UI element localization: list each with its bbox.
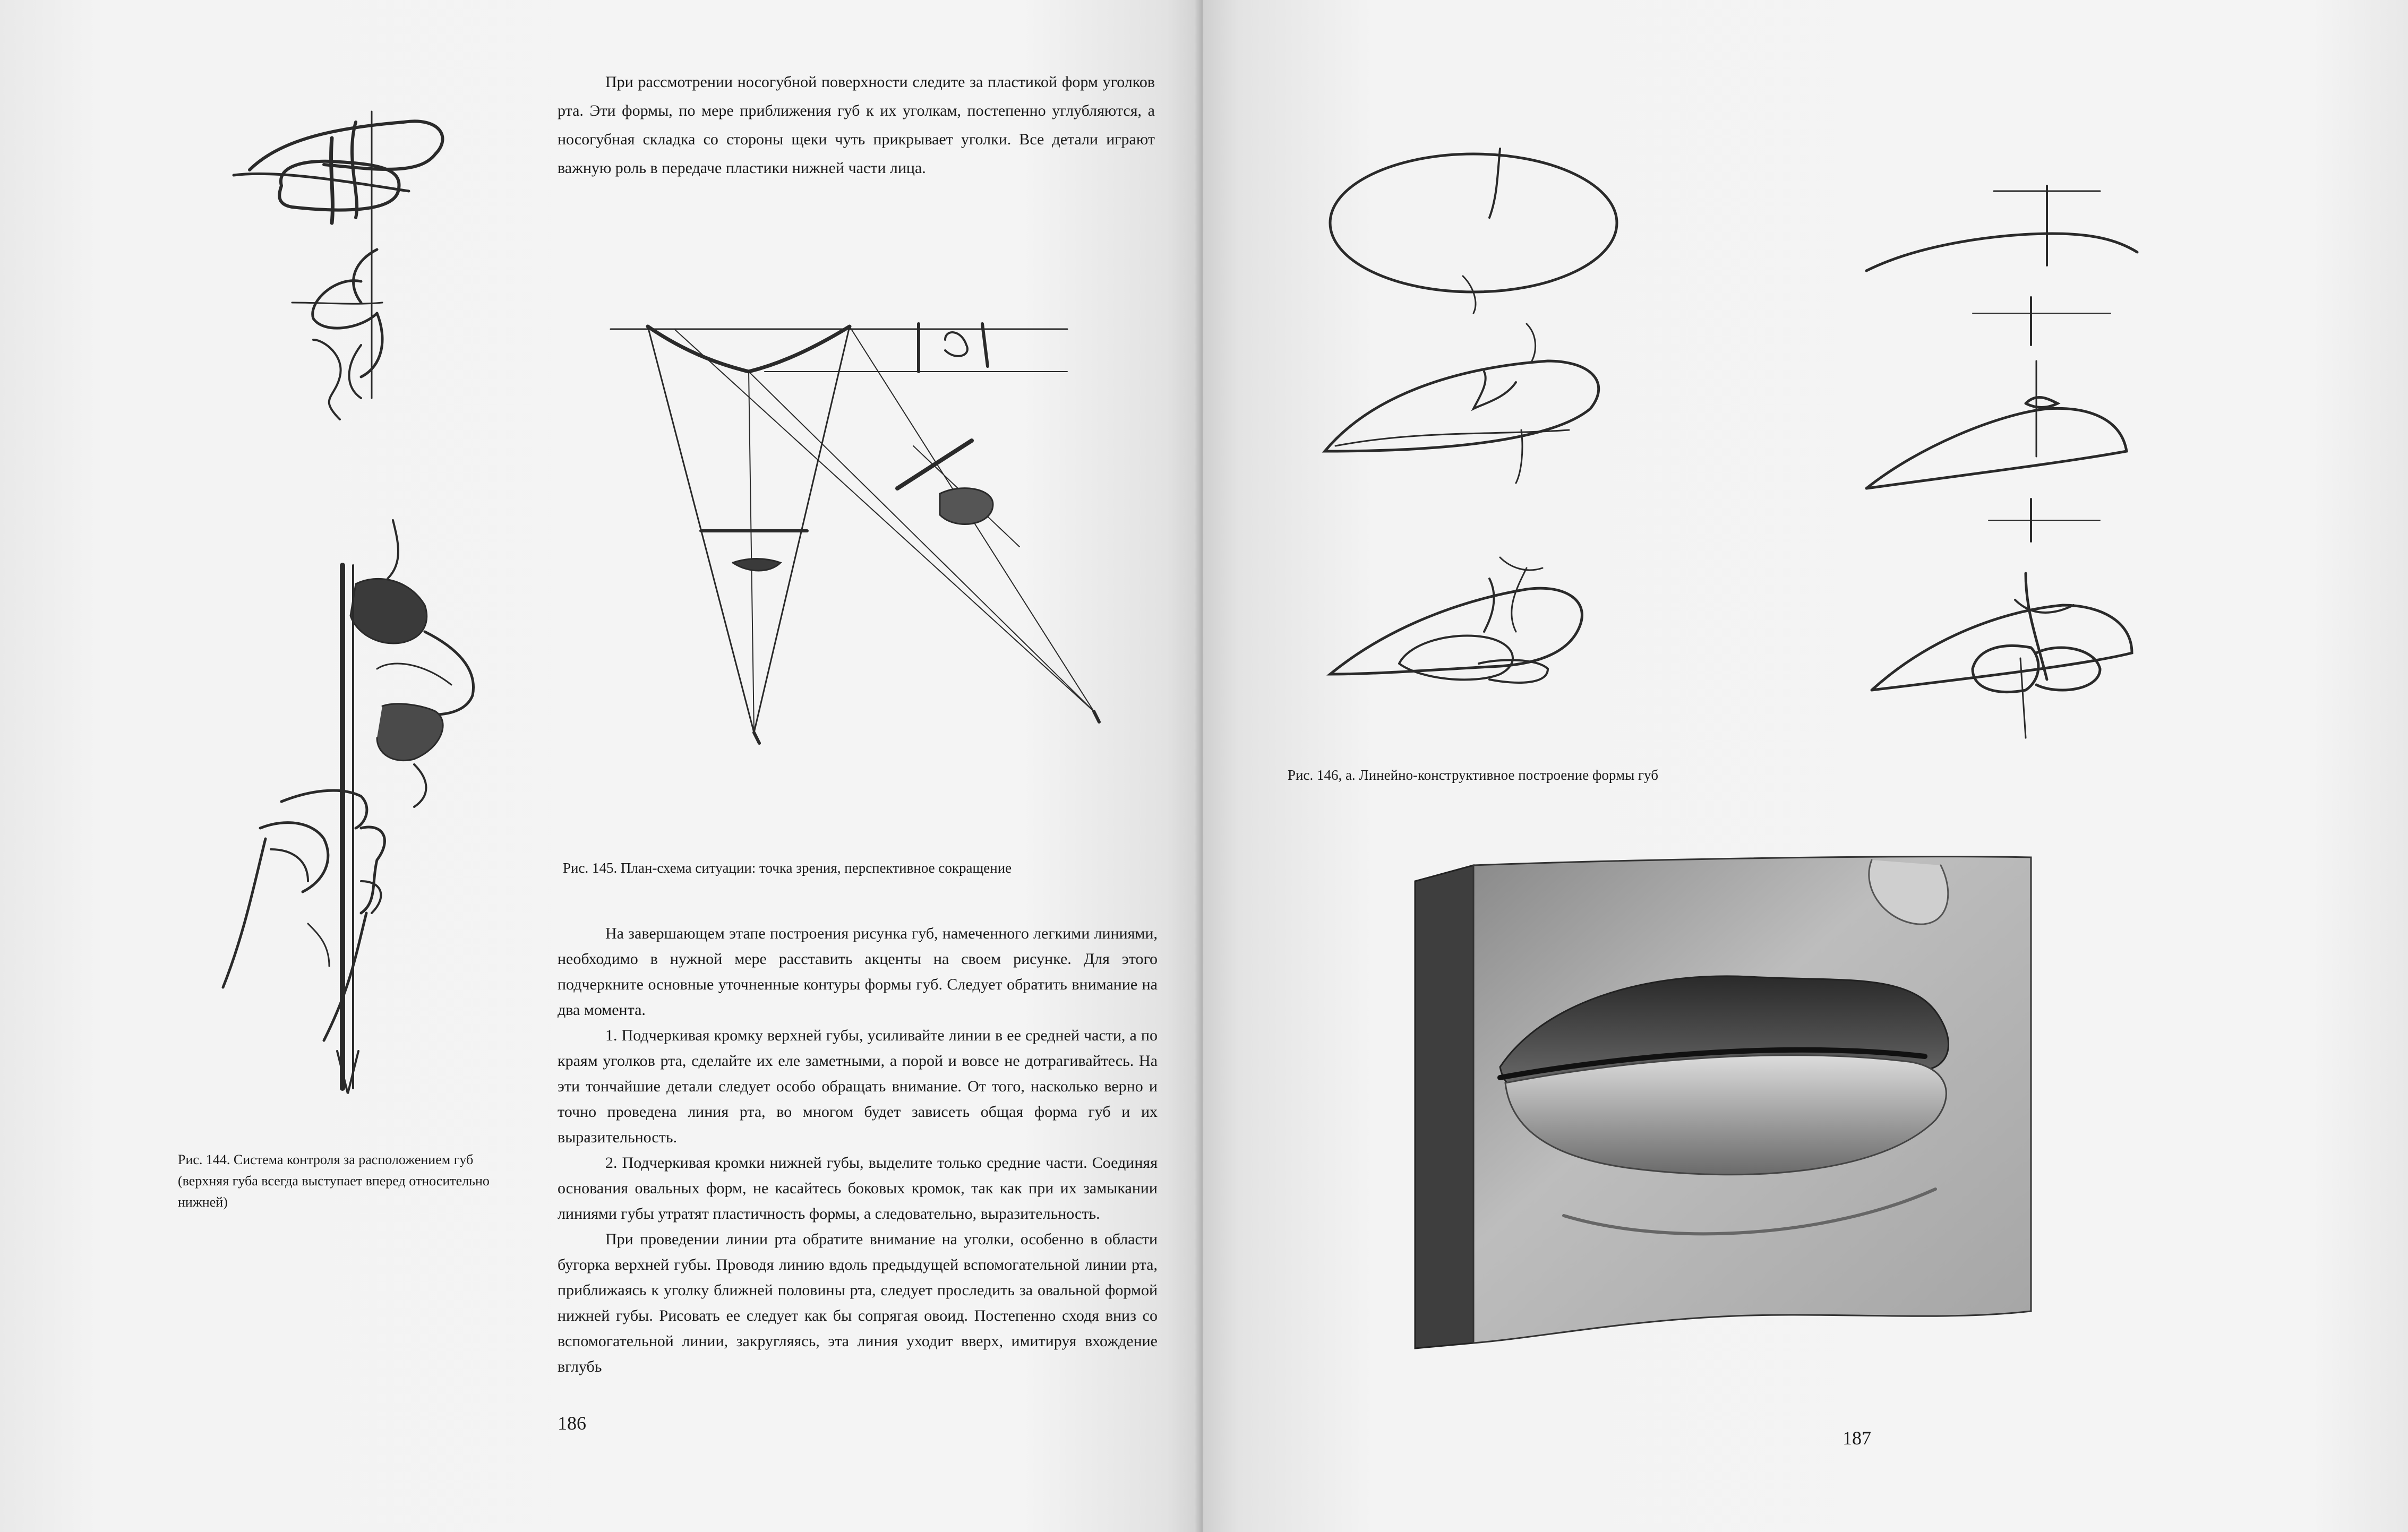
figure-146a-caption: Рис. 146, а. Линейно-конструктивное построение формы губ (1288, 767, 1658, 783)
figure-145-caption: Рис. 145. План-схема ситуации: точка зрения, перспективное сокращение (563, 860, 1012, 876)
figure-144-caption: Рис. 144. Система контроля за расположением губ (верхняя губа всегда выступает вперед относительно нижней) (178, 1152, 490, 1210)
intro-paragraph-block (558, 68, 1155, 183)
body-paragraph-2: 1. Подчеркивая кромку верхней губы, усиливайте линии в ее средней части, а по краям уголков рта, сделайте их еле заметными, а порой и вовсе не дотрагивайтесь. На эти тончайшие детали следует особо обращать внимание. От того, насколько верно и точно проведена линия рта, во многом будет зависеть общая форма губ и их выразительность. (558, 1027, 1158, 1146)
body-paragraph-3: 2. Подчеркивая кромки нижней губы, выделите только средние части. Соединяя основания овальных форм, не касайтесь боковых кромок, так как при их замыкании линиями губы утратят пластичность формы, а следовательно, выразительность. (558, 1154, 1158, 1223)
page-number-left: 186 (558, 1413, 586, 1434)
body-text-block (558, 921, 1158, 1380)
left-page (0, 0, 1203, 1532)
body-paragraph-1: На завершающем этапе построения рисунка губ, намеченного легкими линиями, необходимо в нужной мере расставить акценты на своем рисунке. Для этого подчеркните основные уточненные контуры формы губ. Следует обратить внимание на два момента. (558, 925, 1158, 1019)
body-paragraph-4: При проведении линии рта обратите внимание на уголки, особенно в области бугорка верхней губы. Проводя линию вдоль предыдущей вспомогательной линии рта, приближаясь к уголку ближней половины рта, следует проследить за овальной формой нижней губы. Рисовать ее следует как бы сопрягая овоид. Постепенно сходя вниз со вспомогательной линии, закругляясь, эта линия уходит вверх, имитируя вхождение вглубь (558, 1230, 1158, 1375)
figure-146a-left-column (1314, 133, 1686, 743)
figure-146a-right-column (1866, 159, 2185, 770)
figure-145-perspective-scheme (611, 308, 1142, 786)
page-number-right: 187 (1843, 1427, 1871, 1449)
right-page (1203, 0, 2408, 1532)
intro-paragraph: При рассмотрении носогубной поверхности следите за пластикой форм уголков рта. Эти формы, по мере приближения губ к их уголкам, постепенно углубляются, а носогубная складка со стороны щеки чуть прикрывает уголки. Все детали играют важную роль в передаче пластики нижней части лица. (558, 73, 1155, 177)
figure-146b-plaster-cast-drawing (1404, 844, 2068, 1375)
